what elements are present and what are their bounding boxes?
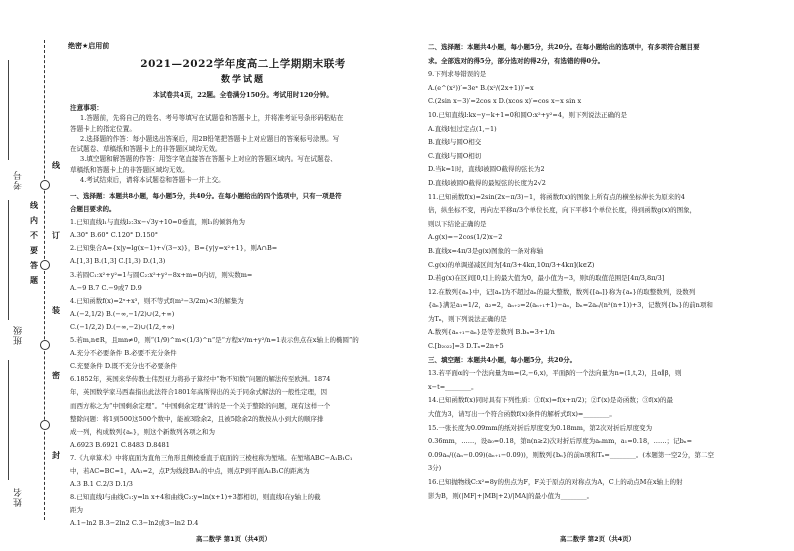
question-line: 三、填空题：本题共4小题，每小题5分，共20分。: [428, 355, 577, 364]
question-line: C.直线l与圆O相切: [428, 151, 482, 160]
question-line: 16.已知抛物线C:x²=8y的焦点为F，F关于原点的对称点为A，C上的动点M在x轴上的射: [428, 478, 683, 486]
question-line: B.直线l与圆O相交: [428, 138, 482, 147]
question-line: 10.已知直线l:kx−y−k+1=0和圆O:x²+y²=4，则下列说法正确的是: [428, 110, 627, 119]
question-line: 0.36mm，……，设a₀=0.18，第n(n≥2)次对折后厚度为aₙmm，a₁=0.18，……；记bₙ=: [428, 437, 693, 446]
question-line: 求。全部选对的得5分，部分选对的得2分，有选错的得0分。: [428, 56, 605, 65]
question-line: 0.09aₙ/((aₙ−0.09)(aₙ₊₁−0.09))，则数列{bₙ}的前n项和Tₙ=________。(本题第一空2分，第二空: [428, 450, 715, 459]
binding-circle: [40, 180, 50, 190]
question-line: B.直线x=4π/3是g(x)图象的一条对称轴: [428, 246, 544, 255]
question-line: A.3 B.1 C.2/3 D.1/3: [70, 480, 133, 489]
class-underline: [8, 200, 9, 320]
question-line: 而西方称之为“中国剩余定理”。“中国剩余定理”讲的是一个关于整除的问题，现有这样一个: [70, 401, 331, 410]
notes-section: [70, 103, 416, 185]
question-line: 9.下列求导错误的是: [428, 70, 487, 79]
question-line: A.[1,3] B.(1,3] C.[1,3) D.(1,3): [70, 257, 166, 266]
question-line: 15.一张长度为0.09mm的纸对折后厚度变为0.18mm，第2次对折后厚度变为: [428, 423, 653, 432]
note-line: 4.考试结束后，请将本试题卷和答题卡一并上交。: [80, 176, 225, 185]
left-questions: [70, 190, 416, 530]
question-line: 3.若圆C₁:x²+y²=1与圆C₂:x²+y²−8x+m=0内切，则实数m=: [70, 270, 253, 279]
question-line: C.(−1/2,2) D.(−∞,−2)∪(1/2,+∞): [70, 322, 175, 331]
question-line: A.充分不必要条件 B.必要不充分条件: [70, 349, 177, 358]
name-label: 姓名: [14, 487, 24, 507]
question-line: A.1−ln2 B.3−2ln2 C.3−ln2或3−ln2 D.4: [70, 519, 199, 528]
question-line: C.(2sin x−3)′=2cos x D.(xcos x)′=cos x−x sin x: [428, 97, 582, 106]
notes-heading: 注意事项：: [70, 104, 103, 112]
binding-circle: [40, 260, 50, 270]
class-label: 班级: [14, 325, 24, 345]
question-line: A.直线l恒过定点(1,−1): [428, 124, 497, 133]
question-line: A.30° B.60° C.120° D.150°: [70, 231, 159, 240]
question-line: C.充要条件 D.既不充分也不必要条件: [70, 362, 177, 371]
cut-line: [44, 40, 45, 520]
question-line: 一、选择题：本题共8小题，每小题5分，共40分。在每小题给出的四个选项中，只有一项是符: [70, 192, 342, 200]
question-line: 4.已知函数f(x)=2ˣ+x³，则不等式f(m²−3/2m)<3的解集为: [70, 296, 244, 305]
note-line: 答题卡上的指定位置。: [70, 124, 136, 133]
question-line: 则以下结论正确的是: [428, 219, 487, 228]
question-line: C.[b₂₀₂₂]=3 D.Tₙ=2n+5: [428, 342, 504, 351]
question-line: 影为B，则(|MF|+|MB|+2)/|MA|的最小值为________。: [428, 491, 594, 500]
question-line: 12.在数列{aₙ}中，记[aₙ]为不超过aₙ的最大整数，数列{[aₙ]}称为{aₙ}的取整数列，设数列: [428, 287, 696, 296]
question-line: 为Tₙ，则下列说法正确的是: [428, 314, 507, 323]
exam-info: 本试卷共4页，22题。全卷满分150分。考试用时120分钟。: [153, 91, 333, 99]
exam-subtitle: 数学试题: [220, 75, 265, 85]
seal-char: 封: [52, 450, 60, 460]
warn-char: 内: [30, 215, 38, 225]
note-line: 在试题卷、草稿纸和答题卡上的非答题区域均无效。: [70, 145, 222, 154]
question-line: 年，英国数学家马西森指出此法符合1801年高斯得出的关于同余式解法的一般性定理，因: [70, 388, 328, 397]
question-line: 成一列，构成数列{aₙ}，则这个新数列各项之和为: [70, 427, 215, 436]
question-line: 5.若m,n∈R，且mn≠0，则“(1/9)^m<(1/3)^n”是“方程x²/m+y²/n=1表示焦点在x轴上的椭圆”的: [70, 336, 359, 345]
warn-char: 线: [30, 200, 38, 210]
note-line: 1.答题前，先将自己的姓名、考号等填写在试题卷和答题卡上，并将准考证号条形码粘贴在: [80, 114, 344, 123]
warn-char: 要: [30, 245, 38, 255]
question-line: 14.已知函数f(x)同时具有下列性质：①f(x)=f(x+π/2)；②f′(x)是奇函数；③f(x)的最: [428, 396, 674, 405]
binding-circle: [40, 340, 50, 350]
binding-margin: [0, 0, 62, 551]
question-line: 距为: [70, 506, 83, 515]
question-line: 1.已知直线l₁与直线l₂:3x−√3y+10=0垂直，则l₁的倾斜角为: [70, 218, 245, 227]
question-line: 6.1852年，英国来华传教士伟烈亚力将孙子算经中“物不知数”问题的解法传至欧洲。1874: [70, 375, 331, 384]
question-line: 倍，纵坐标不变，再向左平移π/3个单位长度，向下平移1个单位长度，得到函数g(x)的图象，: [428, 206, 697, 215]
question-line: x−t=________。: [428, 382, 478, 391]
question-line: 3分): [428, 464, 442, 473]
question-line: {aₙ}满足a₁=1/2，a₂=2，aₙ₊₂=2(aₙ₊₁+1)−aₙ，bₙ=2aₙ/(n²(n+1))+3，记数列{bₙ}的前n项和: [428, 301, 713, 310]
question-line: 11.已知函数f(x)=2sin(2x−π/3)−1，将函数f(x)的图象上所有点的横坐标伸长为原来的4: [428, 192, 685, 201]
exam-no-label: 考号: [14, 170, 24, 190]
question-line: A.(e^(x²))′=3eˣ B.(x²/(2x+1))′=x: [428, 83, 534, 92]
question-line: 8.已知直线l与曲线C₁:y=ln x+4和曲线C₂:y=ln(x+1)+3都相切，则直线l在y轴上的截: [70, 493, 321, 502]
question-line: 二、选择题：本题共4小题，每小题5分，共20分。在每小题给出的选项中，有多项符合题目要: [428, 43, 700, 51]
question-line: 整除问题：将1到500这500个数中，能被3除余2，且被5除余2的数按从小到大的顺序排: [70, 414, 324, 423]
question-line: 中，若AC=BC=1，AA₁=2，点P为线段BA₁的中点，则点P到平面A₁B₁C的距离为: [70, 466, 310, 475]
question-line: 13.若平面α的一个法向量为m=(2,−6,x)，平面β的一个法向量为n=(1,t,2)，且α∥β，则: [428, 369, 682, 378]
warn-char: 答: [30, 260, 38, 270]
question-line: 2.已知集合A={x|y=lg(x−1)+√(3−x)}，B={y|y=x²+1}，则A∩B=: [70, 244, 278, 253]
exam-title: 2021—2022学年度高二上学期期末联考: [140, 58, 346, 70]
binding-circle: [40, 420, 50, 430]
question-line: A.−9 B.7 C.−9或7 D.9: [70, 283, 142, 292]
question-line: 合题目要求的。: [70, 205, 116, 214]
footer-left: 高二数学 第1页（共4页）: [196, 535, 272, 543]
cut-char: 线: [52, 160, 60, 170]
question-line: C.g(x)的单调递减区间为[4π/3+4kπ,10π/3+4kπ](k∈Z): [428, 260, 595, 269]
question-line: D.若g(x)在区间[0,t]上的最大值为0，最小值为−3，则t的取值范围是[4π/3,8π/3]: [428, 274, 665, 283]
exam-no-underline: [8, 60, 9, 160]
cut-char: 装: [52, 305, 60, 315]
warn-char: 题: [30, 275, 38, 285]
question-line: D.当k=1时，直线l被圆O截得的弦长为2: [428, 165, 545, 174]
question-line: A.g(x)=−2cos(1/2)x−2: [428, 233, 503, 242]
confidential-mark: 绝密★启用前: [68, 42, 110, 50]
note-line: 2.选择题的作答：每小题选出答案后，用2B铅笔把答题卡上对应题目的答案标号涂黑。写: [80, 134, 340, 143]
footer-right: 高二数学 第2页（共4页）: [560, 535, 636, 543]
note-line: 3.填空题和解答题的作答：用签字笔直接答在答题卡上对应的答题区域内。写在试题卷、: [80, 155, 337, 164]
seal-char: 密: [52, 370, 60, 380]
question-line: A.6923 B.6921 C.8483 D.8481: [70, 440, 170, 449]
question-line: 大值为3，请写出一个符合函数f(x)条件的解析式f(x)=________。: [428, 410, 616, 419]
note-line: 草稿纸和答题卡上的非答题区域均无效。: [70, 165, 189, 174]
question-line: A.数列{aₙ₊₁−aₙ}是等差数列 B.bₙ=3+1/n: [428, 328, 555, 337]
question-line: D.直线l被圆O截得的最短弦的长度为2√2: [428, 178, 546, 187]
cut-char: 订: [52, 230, 60, 240]
warn-char: 不: [30, 230, 38, 240]
question-line: A.(−2,1/2) B.(−∞,−1/2)∪(2,+∞): [70, 309, 175, 318]
question-line: 7.《九章算术》中将底面为直角三角形且侧棱垂直于底面的三棱柱称为堑堵。在堑堵ABC−A₁B₁C₁: [70, 453, 353, 462]
name-underline: [8, 360, 9, 480]
right-questions: [428, 41, 780, 503]
